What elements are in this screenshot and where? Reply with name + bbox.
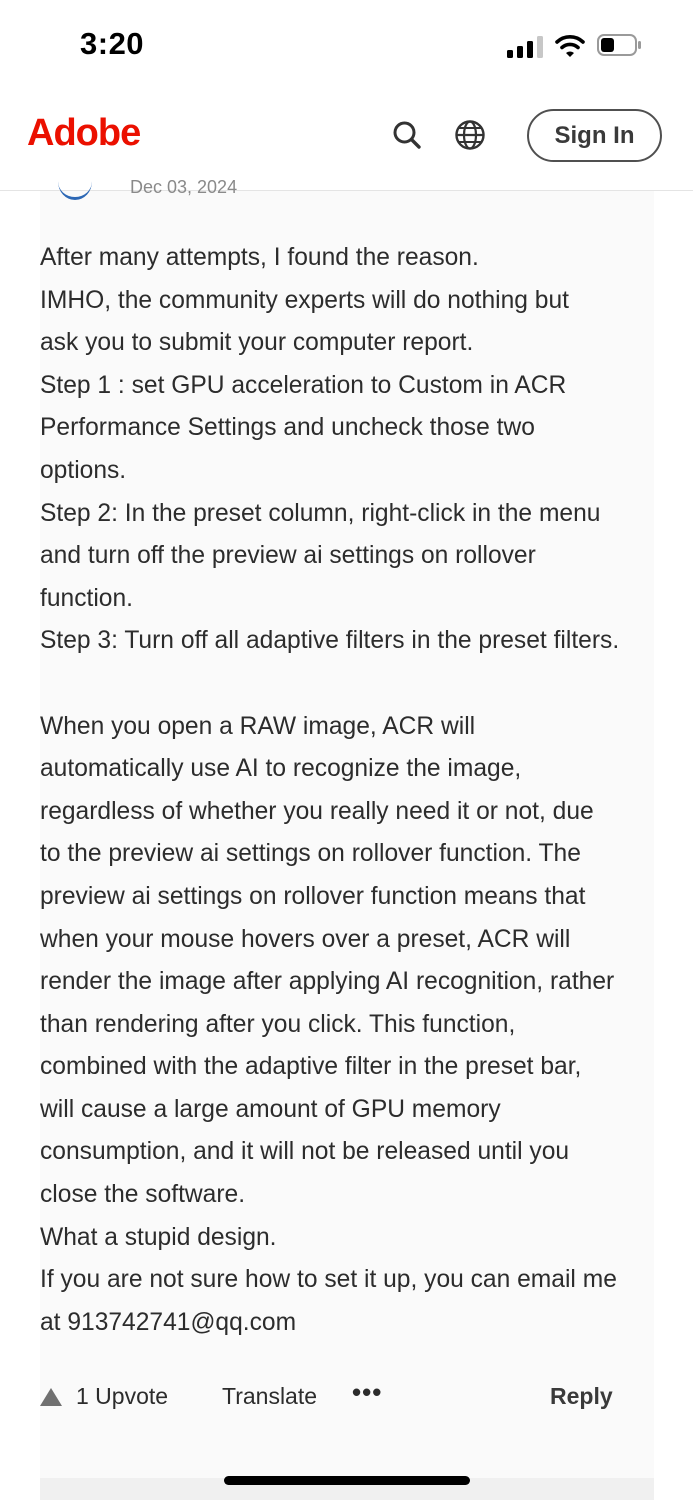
post-line: and turn off the preview ai settings on rollover (40, 542, 536, 570)
post-actions (40, 1377, 654, 1423)
post-line: What a stupid design. (40, 1223, 277, 1251)
post-line: close the software. (40, 1181, 246, 1209)
post-line: at 913742741@qq.com (40, 1308, 297, 1336)
post-line: when your mouse hovers over a preset, ACR will (40, 925, 571, 953)
post-line: When you open a RAW image, ACR will (40, 712, 476, 740)
post-line: combined with the adaptive filter in the preset bar, (40, 1053, 582, 1081)
post-line: After many attempts, I found the reason. (40, 244, 479, 271)
upvote-arrow-icon[interactable] (40, 1388, 62, 1406)
avatar[interactable] (58, 163, 92, 200)
status-bar (0, 0, 693, 92)
sign-in-button[interactable]: Sign In (527, 109, 662, 162)
reply-button[interactable]: Reply (550, 1383, 613, 1409)
post-line: IMHO, the community experts will do nothing but (40, 286, 569, 314)
cellular-signal-icon (507, 36, 543, 58)
globe-icon[interactable] (453, 118, 487, 152)
post-line: Performance Settings and uncheck those two (40, 414, 535, 442)
post-line: to the preview ai settings on rollover function. The (40, 840, 581, 868)
battery-icon (597, 34, 639, 56)
post-line: will cause a large amount of GPU memory (40, 1095, 501, 1123)
post-line: Step 2: In the preset column, right-click in the menu (40, 499, 601, 527)
post-line: regardless of whether you really need it or not, due (40, 797, 594, 825)
search-icon[interactable] (390, 118, 424, 152)
post-line: function. (40, 584, 133, 612)
wifi-icon (555, 34, 585, 58)
paragraph-gap (40, 663, 654, 706)
home-indicator[interactable] (224, 1476, 470, 1485)
post-line: consumption, and it will not be released until you (40, 1138, 570, 1166)
post-line: options. (40, 456, 127, 484)
upvote-button[interactable] (40, 1383, 168, 1410)
post-card (40, 177, 654, 1500)
post-line: Step 1 : set GPU acceleration to Custom in ACR (40, 371, 567, 399)
post-line: render the image after applying AI recognition, rather (40, 968, 615, 996)
translate-button[interactable]: Translate (222, 1383, 318, 1409)
post-line: If you are not sure how to set it up, you can email me (40, 1266, 617, 1294)
post-line: preview ai settings on rollover function means that (40, 882, 586, 910)
status-time: 3:20 (80, 26, 145, 61)
post-body (40, 237, 654, 1344)
post-line: automatically use AI to recognize the image, (40, 755, 522, 783)
upvote-label[interactable]: 1 Upvote (76, 1383, 169, 1409)
post-line: ask you to submit your computer report. (40, 329, 474, 357)
adobe-logo[interactable]: Adobe (27, 112, 141, 154)
post-line: Step 3: Turn off all adaptive filters in the preset filters. (40, 627, 620, 655)
more-options-icon[interactable]: ••• (352, 1377, 383, 1407)
post-date: Dec 03, 2024 (130, 177, 238, 197)
site-header (0, 92, 693, 191)
post-line: than rendering after you click. This function, (40, 1010, 516, 1038)
